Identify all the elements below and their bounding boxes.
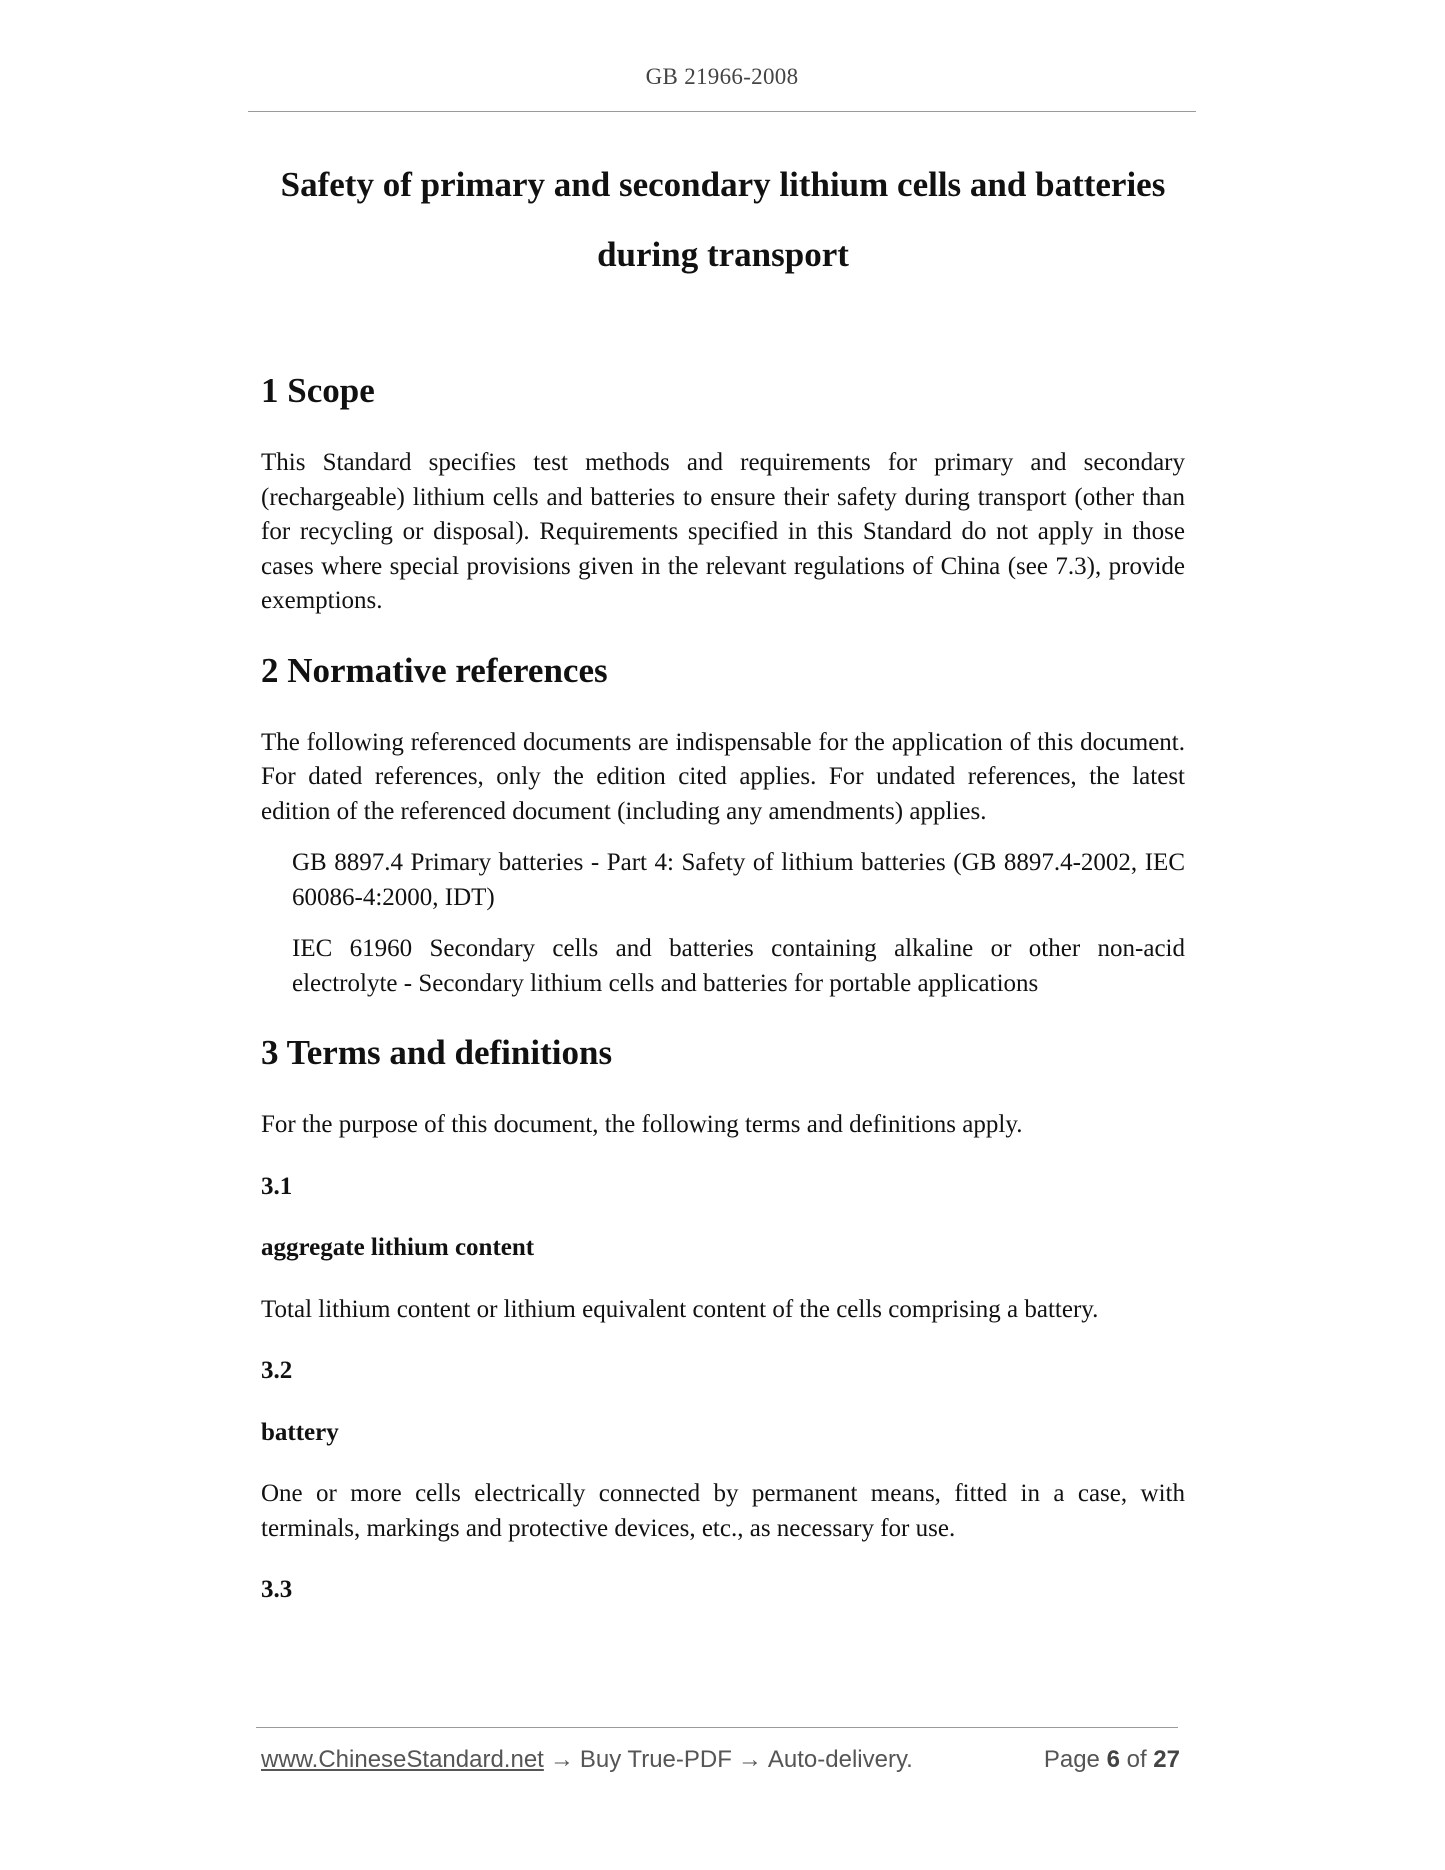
arrow-right-icon: → [737,1746,762,1773]
page-of-label: of [1126,1746,1147,1773]
footer-promo [261,1746,913,1774]
buy-true-pdf-text: Buy True-PDF [579,1746,732,1773]
reference-item: IEC 61960 Secondary cells and batteries containing alkaline or other non-acid electrolyte - Secondary lithium cells and batteries for portable applications [292,935,1185,997]
normative-paragraph: The following referenced documents are indispensable for the application of this document. For dated references, only the edition cited applies. For undated references, the latest edition of the referenced document (including any amendments) applies. [261,728,1185,825]
document-title-line-2: during transport [597,235,849,274]
term-number: 3.2 [261,1357,293,1384]
term-definition: One or more cells electrically connected by permanent means, fitted in a case, with terminals, markings and protective devices, etc., as necessary for use. [261,1480,1185,1542]
term-number: 3.1 [261,1172,293,1200]
term-name: battery [261,1418,339,1446]
reference-item: GB 8897.4 Primary batteries - Part 4: Safety of lithium batteries (GB 8897.4-2002, IEC 60086-4:2000, IDT) [292,849,1185,911]
page-footer [261,1746,1180,1774]
term-definition: Total lithium content or lithium equivalent content of the cells comprising a battery. [261,1295,1099,1323]
arrow-right-icon: → [549,1746,574,1773]
section-heading-terms: 3 Terms and definitions [261,1033,613,1072]
terms-intro: For the purpose of this document, the following terms and definitions apply. [261,1111,1023,1138]
running-header: GB 21966-2008 [645,64,799,89]
total-pages-number: 27 [1153,1746,1180,1773]
term-name: aggregate lithium content [261,1234,535,1261]
section-heading-scope: 1 Scope [261,371,375,410]
document-title [261,150,1185,290]
scope-paragraph: This Standard specifies test methods and requirements for primary and secondary (rechargeable) lithium cells and batteries to ensure their safety during transport (other than for recycling or disposal). Requirements specified in this Standard do not apply in those cases where special provisions given in the relevant regulations of China (see 7.3), provide exemptions. [261,449,1185,614]
auto-delivery-text: Auto-delivery. [767,1746,913,1773]
footer-divider [256,1727,1178,1728]
header-divider [248,111,1196,112]
page-content [261,150,1185,1608]
website-link[interactable]: www.ChineseStandard.net [261,1746,544,1773]
current-page-number: 6 [1106,1746,1120,1773]
term-number: 3.3 [261,1576,293,1603]
page-label: Page [1043,1746,1100,1773]
page-indicator [1044,1746,1180,1774]
section-heading-normative-references: 2 Normative references [261,650,608,690]
document-title-line-1: Safety of primary and secondary lithium cells and batteries [280,165,1166,204]
